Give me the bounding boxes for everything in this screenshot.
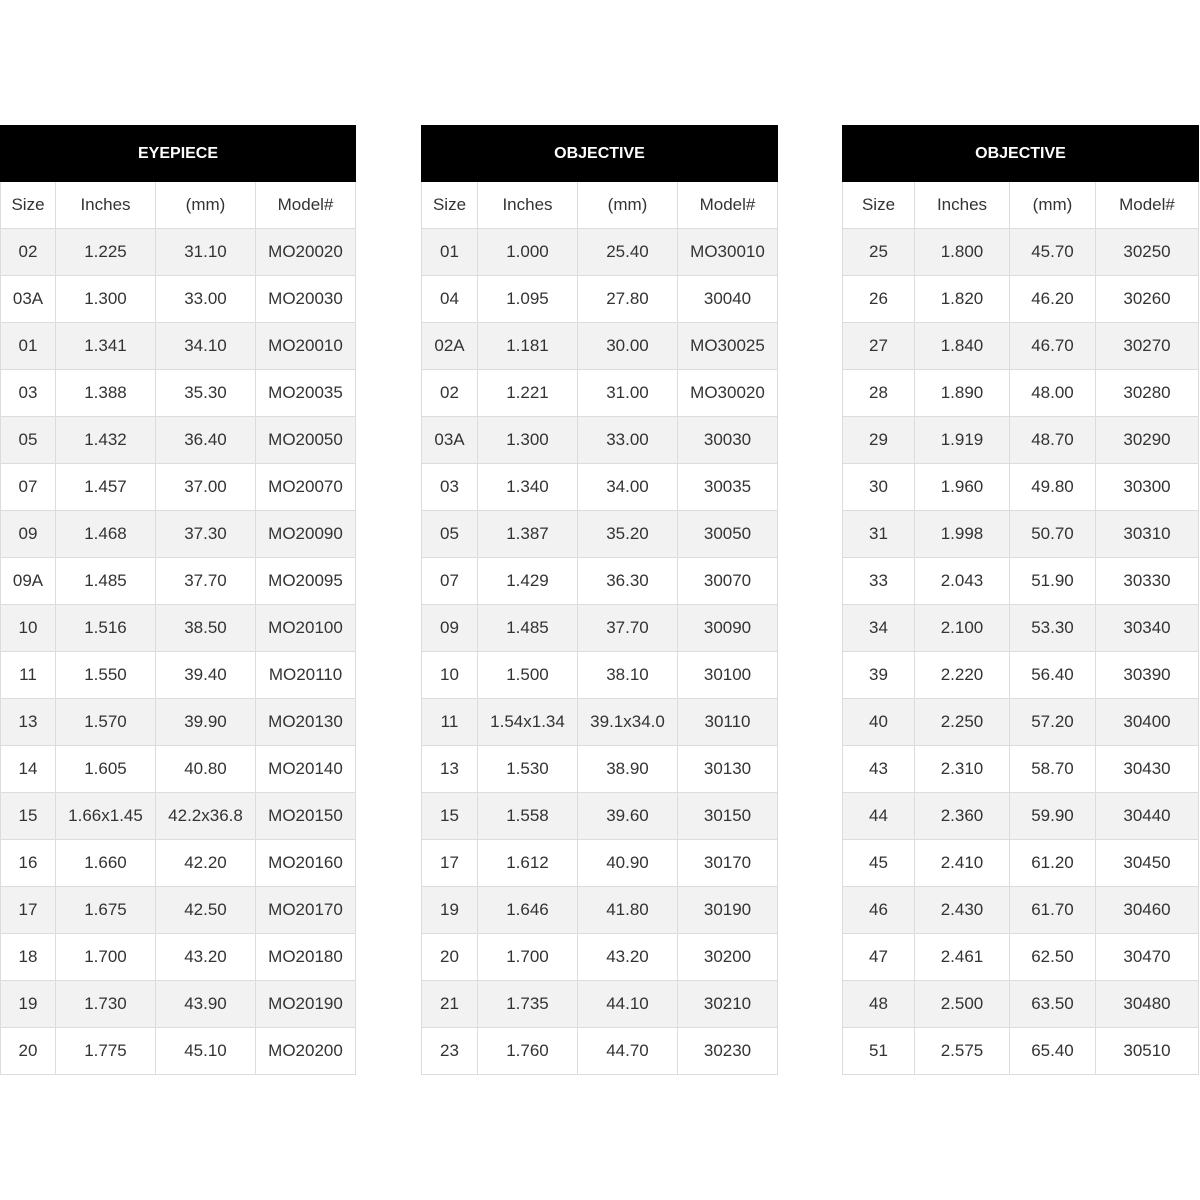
cell-size: 14 <box>1 746 56 793</box>
cell-model: 30390 <box>1096 652 1199 699</box>
cell-size: 15 <box>422 793 478 840</box>
cell-size: 39 <box>843 652 915 699</box>
cell-inches: 1.457 <box>56 464 156 511</box>
cell-model: MO20170 <box>256 887 356 934</box>
cell-mm: 44.10 <box>578 981 678 1028</box>
table-row <box>422 605 778 652</box>
table-row <box>1 981 356 1028</box>
table-row <box>843 887 1199 934</box>
cell-inches: 1.485 <box>478 605 578 652</box>
cell-model: 30450 <box>1096 840 1199 887</box>
cell-mm: 61.20 <box>1010 840 1096 887</box>
cell-inches: 1.730 <box>56 981 156 1028</box>
cell-mm: 31.00 <box>578 370 678 417</box>
cell-inches: 1.775 <box>56 1028 156 1075</box>
cell-inches: 2.100 <box>915 605 1010 652</box>
cell-inches: 1.429 <box>478 558 578 605</box>
cell-mm: 39.1x34.0 <box>578 699 678 746</box>
cell-mm: 42.20 <box>156 840 256 887</box>
table-row <box>1 652 356 699</box>
table-row <box>1 558 356 605</box>
table-row <box>422 699 778 746</box>
cell-inches: 1.221 <box>478 370 578 417</box>
objective-size-table-1 <box>421 125 778 1075</box>
cell-size: 15 <box>1 793 56 840</box>
cell-mm: 41.80 <box>578 887 678 934</box>
table-row <box>1 370 356 417</box>
cell-inches: 1.890 <box>915 370 1010 417</box>
cell-mm: 48.70 <box>1010 417 1096 464</box>
table-row <box>422 323 778 370</box>
cell-mm: 48.00 <box>1010 370 1096 417</box>
cell-inches: 1.388 <box>56 370 156 417</box>
cell-model: 30400 <box>1096 699 1199 746</box>
table-row <box>422 840 778 887</box>
cell-inches: 1.432 <box>56 417 156 464</box>
cell-size: 10 <box>1 605 56 652</box>
column-header-inches: Inches <box>915 182 1010 229</box>
cell-inches: 2.430 <box>915 887 1010 934</box>
cell-inches: 1.960 <box>915 464 1010 511</box>
cell-size: 26 <box>843 276 915 323</box>
table-row <box>1 229 356 276</box>
cell-mm: 37.30 <box>156 511 256 558</box>
cell-mm: 27.80 <box>578 276 678 323</box>
cell-inches: 1.181 <box>478 323 578 370</box>
cell-mm: 38.50 <box>156 605 256 652</box>
cell-model: 30340 <box>1096 605 1199 652</box>
cell-model: MO30020 <box>678 370 778 417</box>
cell-size: 10 <box>422 652 478 699</box>
cell-size: 09A <box>1 558 56 605</box>
cell-mm: 49.80 <box>1010 464 1096 511</box>
column-header-size: Size <box>843 182 915 229</box>
cell-model: 30440 <box>1096 793 1199 840</box>
cell-inches: 2.575 <box>915 1028 1010 1075</box>
cell-size: 44 <box>843 793 915 840</box>
table-row <box>1 793 356 840</box>
table-body <box>1 182 356 1075</box>
cell-model: MO20140 <box>256 746 356 793</box>
cell-mm: 37.00 <box>156 464 256 511</box>
cell-model: MO20110 <box>256 652 356 699</box>
cell-model: 30050 <box>678 511 778 558</box>
table-row <box>843 652 1199 699</box>
cell-inches: 1.612 <box>478 840 578 887</box>
cell-mm: 34.10 <box>156 323 256 370</box>
cell-mm: 61.70 <box>1010 887 1096 934</box>
cell-size: 16 <box>1 840 56 887</box>
cell-inches: 1.605 <box>56 746 156 793</box>
cell-model: 30470 <box>1096 934 1199 981</box>
cell-inches: 1.820 <box>915 276 1010 323</box>
cell-size: 19 <box>1 981 56 1028</box>
cell-model: 30310 <box>1096 511 1199 558</box>
cell-mm: 46.20 <box>1010 276 1096 323</box>
cell-model: 30210 <box>678 981 778 1028</box>
cell-mm: 36.40 <box>156 417 256 464</box>
cell-model: 30250 <box>1096 229 1199 276</box>
cell-model: 30260 <box>1096 276 1199 323</box>
cell-inches: 1.700 <box>478 934 578 981</box>
table-row <box>1 276 356 323</box>
cell-size: 47 <box>843 934 915 981</box>
cell-model: MO20030 <box>256 276 356 323</box>
cell-inches: 1.468 <box>56 511 156 558</box>
table-row <box>422 511 778 558</box>
cell-size: 46 <box>843 887 915 934</box>
cell-size: 02A <box>422 323 478 370</box>
cell-size: 07 <box>422 558 478 605</box>
cell-size: 13 <box>1 699 56 746</box>
table-row <box>843 793 1199 840</box>
cell-mm: 51.90 <box>1010 558 1096 605</box>
table-row <box>422 370 778 417</box>
cell-inches: 2.310 <box>915 746 1010 793</box>
cell-model: 30040 <box>678 276 778 323</box>
cell-size: 25 <box>843 229 915 276</box>
column-header-row <box>1 182 356 229</box>
cell-model: 30430 <box>1096 746 1199 793</box>
cell-mm: 43.90 <box>156 981 256 1028</box>
cell-model: MO20200 <box>256 1028 356 1075</box>
table-row <box>422 464 778 511</box>
cell-inches: 2.461 <box>915 934 1010 981</box>
cell-size: 18 <box>1 934 56 981</box>
cell-inches: 1.550 <box>56 652 156 699</box>
cell-size: 31 <box>843 511 915 558</box>
cell-size: 09 <box>422 605 478 652</box>
cell-size: 48 <box>843 981 915 1028</box>
table-title: OBJECTIVE <box>843 126 1199 182</box>
cell-size: 45 <box>843 840 915 887</box>
cell-inches: 2.360 <box>915 793 1010 840</box>
cell-size: 03A <box>422 417 478 464</box>
cell-model: MO30010 <box>678 229 778 276</box>
column-header-row <box>422 182 778 229</box>
cell-mm: 40.80 <box>156 746 256 793</box>
table-row <box>422 652 778 699</box>
cell-model: 30510 <box>1096 1028 1199 1075</box>
table-row <box>843 276 1199 323</box>
table-row <box>843 934 1199 981</box>
cell-mm: 25.40 <box>578 229 678 276</box>
cell-mm: 37.70 <box>156 558 256 605</box>
cell-size: 11 <box>422 699 478 746</box>
column-header-size: Size <box>422 182 478 229</box>
cell-mm: 65.40 <box>1010 1028 1096 1075</box>
cell-inches: 1.919 <box>915 417 1010 464</box>
cell-mm: 56.40 <box>1010 652 1096 699</box>
cell-size: 28 <box>843 370 915 417</box>
cell-model: 30130 <box>678 746 778 793</box>
table-row <box>843 981 1199 1028</box>
column-header-model: Model# <box>678 182 778 229</box>
cell-inches: 1.516 <box>56 605 156 652</box>
cell-inches: 2.220 <box>915 652 1010 699</box>
table-row <box>1 1028 356 1075</box>
cell-model: 30030 <box>678 417 778 464</box>
cell-mm: 42.50 <box>156 887 256 934</box>
column-header-inches: Inches <box>478 182 578 229</box>
column-header-model: Model# <box>256 182 356 229</box>
table-row <box>1 511 356 558</box>
table-row <box>1 605 356 652</box>
table-title: EYEPIECE <box>1 126 356 182</box>
cell-size: 13 <box>422 746 478 793</box>
cell-model: 30300 <box>1096 464 1199 511</box>
cell-size: 09 <box>1 511 56 558</box>
column-header-row <box>843 182 1199 229</box>
cell-model: 30190 <box>678 887 778 934</box>
cell-inches: 1.300 <box>478 417 578 464</box>
cell-inches: 1.735 <box>478 981 578 1028</box>
cell-size: 40 <box>843 699 915 746</box>
cell-model: MO20180 <box>256 934 356 981</box>
cell-inches: 1.300 <box>56 276 156 323</box>
cell-mm: 38.90 <box>578 746 678 793</box>
table-row <box>1 840 356 887</box>
cell-size: 30 <box>843 464 915 511</box>
cell-model: MO20130 <box>256 699 356 746</box>
cell-model: 30070 <box>678 558 778 605</box>
cell-mm: 31.10 <box>156 229 256 276</box>
cell-model: MO20095 <box>256 558 356 605</box>
cell-inches: 1.558 <box>478 793 578 840</box>
cell-size: 33 <box>843 558 915 605</box>
table-row <box>1 934 356 981</box>
table-row <box>1 887 356 934</box>
cell-model: 30270 <box>1096 323 1199 370</box>
cell-inches: 1.54x1.34 <box>478 699 578 746</box>
cell-inches: 1.800 <box>915 229 1010 276</box>
table-row <box>843 229 1199 276</box>
table-row <box>422 229 778 276</box>
cell-mm: 38.10 <box>578 652 678 699</box>
table-body <box>422 182 778 1075</box>
cell-model: 30100 <box>678 652 778 699</box>
cell-model: MO20050 <box>256 417 356 464</box>
cell-model: 30150 <box>678 793 778 840</box>
cell-size: 02 <box>422 370 478 417</box>
table-row <box>843 511 1199 558</box>
cell-model: 30280 <box>1096 370 1199 417</box>
cell-inches: 1.840 <box>915 323 1010 370</box>
cell-mm: 34.00 <box>578 464 678 511</box>
cell-inches: 1.675 <box>56 887 156 934</box>
cell-mm: 35.30 <box>156 370 256 417</box>
cell-mm: 57.20 <box>1010 699 1096 746</box>
table-row <box>843 699 1199 746</box>
cell-model: MO20150 <box>256 793 356 840</box>
table-row <box>843 840 1199 887</box>
table-row <box>843 605 1199 652</box>
cell-mm: 58.70 <box>1010 746 1096 793</box>
cell-inches: 2.043 <box>915 558 1010 605</box>
cell-size: 20 <box>1 1028 56 1075</box>
table-row <box>843 1028 1199 1075</box>
cell-mm: 43.20 <box>156 934 256 981</box>
cell-size: 02 <box>1 229 56 276</box>
table-row <box>1 464 356 511</box>
table-row <box>843 464 1199 511</box>
cell-mm: 39.60 <box>578 793 678 840</box>
table-row <box>1 699 356 746</box>
cell-size: 20 <box>422 934 478 981</box>
cell-mm: 53.30 <box>1010 605 1096 652</box>
cell-size: 04 <box>422 276 478 323</box>
cell-size: 17 <box>422 840 478 887</box>
cell-size: 51 <box>843 1028 915 1075</box>
cell-mm: 63.50 <box>1010 981 1096 1028</box>
objective-size-table-2 <box>842 125 1199 1075</box>
cell-inches: 1.660 <box>56 840 156 887</box>
table-row <box>422 887 778 934</box>
cell-inches: 1.66x1.45 <box>56 793 156 840</box>
column-header-inches: Inches <box>56 182 156 229</box>
cell-model: MO20070 <box>256 464 356 511</box>
cell-inches: 1.340 <box>478 464 578 511</box>
cell-model: 30110 <box>678 699 778 746</box>
table-row <box>843 323 1199 370</box>
table-row <box>422 1028 778 1075</box>
cell-mm: 59.90 <box>1010 793 1096 840</box>
cell-inches: 1.500 <box>478 652 578 699</box>
cell-model: 30200 <box>678 934 778 981</box>
cell-size: 01 <box>422 229 478 276</box>
table-row <box>422 417 778 464</box>
cell-mm: 42.2x36.8 <box>156 793 256 840</box>
cell-size: 23 <box>422 1028 478 1075</box>
cell-size: 05 <box>1 417 56 464</box>
cell-inches: 2.410 <box>915 840 1010 887</box>
column-header-mm: (mm) <box>578 182 678 229</box>
cell-inches: 1.485 <box>56 558 156 605</box>
cell-mm: 50.70 <box>1010 511 1096 558</box>
table-row <box>422 934 778 981</box>
cell-size: 43 <box>843 746 915 793</box>
cell-size: 03 <box>422 464 478 511</box>
table-title: OBJECTIVE <box>422 126 778 182</box>
table-row <box>1 746 356 793</box>
table-row <box>422 746 778 793</box>
cell-inches: 1.646 <box>478 887 578 934</box>
cell-model: MO30025 <box>678 323 778 370</box>
eyepiece-size-table <box>0 125 356 1075</box>
table-row <box>422 558 778 605</box>
cell-size: 27 <box>843 323 915 370</box>
cell-size: 05 <box>422 511 478 558</box>
table-row <box>843 746 1199 793</box>
cell-size: 11 <box>1 652 56 699</box>
cell-mm: 46.70 <box>1010 323 1096 370</box>
table-row <box>422 276 778 323</box>
cell-mm: 33.00 <box>578 417 678 464</box>
cell-mm: 43.20 <box>578 934 678 981</box>
table-row <box>843 417 1199 464</box>
column-header-mm: (mm) <box>1010 182 1096 229</box>
cell-size: 34 <box>843 605 915 652</box>
cell-mm: 45.10 <box>156 1028 256 1075</box>
cell-inches: 1.225 <box>56 229 156 276</box>
cell-model: MO20020 <box>256 229 356 276</box>
cell-inches: 1.760 <box>478 1028 578 1075</box>
table-row <box>843 370 1199 417</box>
cell-mm: 39.90 <box>156 699 256 746</box>
column-header-size: Size <box>1 182 56 229</box>
cell-inches: 1.341 <box>56 323 156 370</box>
column-header-mm: (mm) <box>156 182 256 229</box>
cell-mm: 62.50 <box>1010 934 1096 981</box>
cell-size: 07 <box>1 464 56 511</box>
cell-inches: 1.000 <box>478 229 578 276</box>
cell-model: 30170 <box>678 840 778 887</box>
cell-model: MO20035 <box>256 370 356 417</box>
table-row <box>843 558 1199 605</box>
cell-model: 30230 <box>678 1028 778 1075</box>
table-row <box>1 323 356 370</box>
cell-inches: 1.095 <box>478 276 578 323</box>
cell-inches: 1.700 <box>56 934 156 981</box>
cell-mm: 33.00 <box>156 276 256 323</box>
cell-model: 30290 <box>1096 417 1199 464</box>
cell-mm: 39.40 <box>156 652 256 699</box>
cell-model: 30460 <box>1096 887 1199 934</box>
cell-model: MO20100 <box>256 605 356 652</box>
cell-size: 01 <box>1 323 56 370</box>
table-body <box>843 182 1199 1075</box>
table-row <box>1 417 356 464</box>
cell-model: MO20160 <box>256 840 356 887</box>
cell-mm: 45.70 <box>1010 229 1096 276</box>
cell-size: 29 <box>843 417 915 464</box>
cell-inches: 1.998 <box>915 511 1010 558</box>
cell-mm: 35.20 <box>578 511 678 558</box>
table-row <box>422 793 778 840</box>
cell-size: 21 <box>422 981 478 1028</box>
cell-inches: 2.500 <box>915 981 1010 1028</box>
cell-model: 30330 <box>1096 558 1199 605</box>
cell-model: 30090 <box>678 605 778 652</box>
cell-inches: 1.387 <box>478 511 578 558</box>
cell-size: 03A <box>1 276 56 323</box>
table-row <box>422 981 778 1028</box>
cell-model: 30035 <box>678 464 778 511</box>
cell-size: 19 <box>422 887 478 934</box>
column-header-model: Model# <box>1096 182 1199 229</box>
cell-mm: 44.70 <box>578 1028 678 1075</box>
cell-mm: 30.00 <box>578 323 678 370</box>
cell-model: MO20090 <box>256 511 356 558</box>
cell-mm: 40.90 <box>578 840 678 887</box>
cell-model: MO20010 <box>256 323 356 370</box>
cell-model: MO20190 <box>256 981 356 1028</box>
cell-size: 17 <box>1 887 56 934</box>
cell-inches: 1.570 <box>56 699 156 746</box>
cell-size: 03 <box>1 370 56 417</box>
cell-inches: 2.250 <box>915 699 1010 746</box>
cell-mm: 37.70 <box>578 605 678 652</box>
cell-model: 30480 <box>1096 981 1199 1028</box>
cell-mm: 36.30 <box>578 558 678 605</box>
cell-inches: 1.530 <box>478 746 578 793</box>
